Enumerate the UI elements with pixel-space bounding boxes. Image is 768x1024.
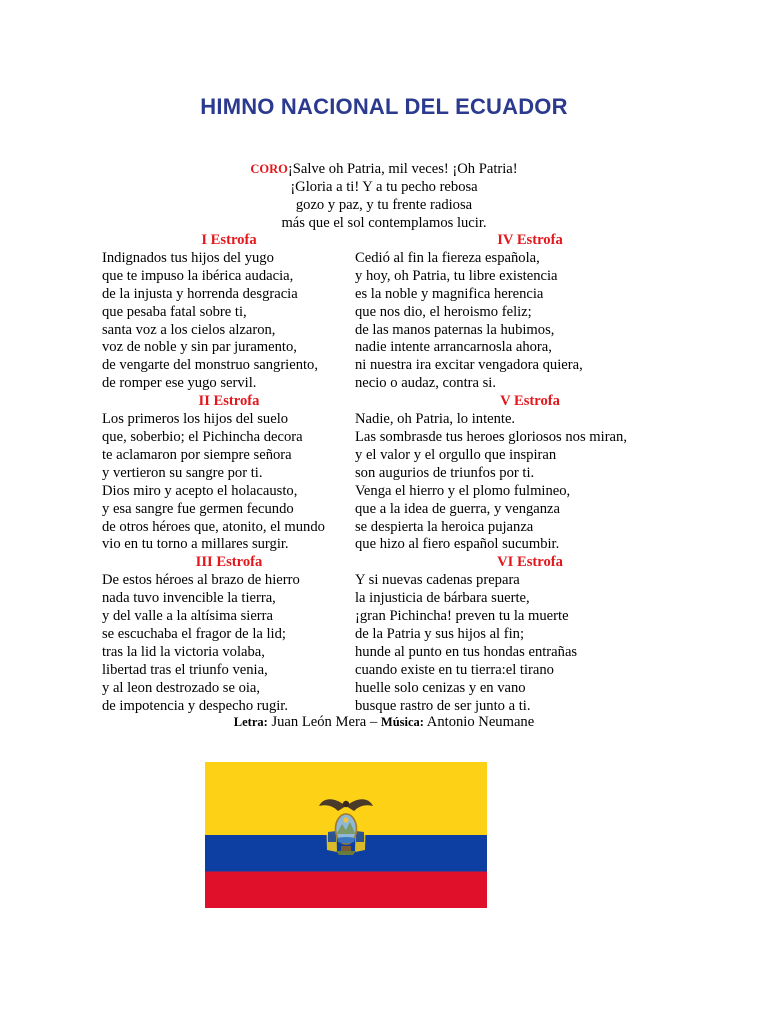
stanza-title: II Estrofa (198, 393, 260, 410)
verse: Venga el hierro y el plomo fulmineo, (355, 482, 571, 499)
verse: que hizo al fiero español sucumbir. (355, 536, 560, 553)
flag-red-band (205, 872, 487, 909)
stanza-title: III Estrofa (195, 554, 263, 571)
verse: vio en tu torno a millares surgir. (102, 536, 289, 553)
stanza-title: I Estrofa (201, 232, 257, 248)
lyrics-label: Letra: (233, 715, 268, 729)
verse: de otros héroes que, atonito, el mundo (102, 518, 325, 535)
verse: la injusticia de bárbara suerte, (355, 590, 530, 607)
verse: y hoy, oh Patria, tu libre existencia (355, 267, 558, 284)
verse: te aclamaron por siempre señora (102, 446, 292, 463)
verse: necio o audaz, contra si. (355, 375, 497, 392)
chorus-verse: gozo y paz, y tu frente radiosa (295, 196, 473, 213)
chorus (0, 161, 768, 233)
stanza-title: V Estrofa (500, 393, 560, 410)
verse: Indignados tus hijos del yugo (102, 249, 274, 266)
verse: de las manos paternas la hubimos, (355, 321, 555, 338)
chorus-verse: ¡Salve oh Patria, mil veces! ¡Oh Patria! (287, 161, 518, 177)
verse: que pesaba fatal sobre ti, (102, 303, 247, 320)
verse: tras la lid la victoria volaba, (102, 643, 265, 660)
verse: Las sombrasde tus heroes gloriosos nos miran, (355, 428, 627, 445)
verse: Y si nuevas cadenas prepara (355, 572, 520, 589)
verse: es la noble y magnifica herencia (355, 285, 544, 302)
music-label: Música: (380, 715, 424, 729)
verse: huelle solo cenizas y en vano (355, 679, 526, 696)
verse: cuando existe en tu tierra:el tirano (355, 661, 554, 678)
right-column (355, 232, 655, 715)
chorus-label: CORO (250, 162, 288, 176)
verse: de romper ese yugo servil. (102, 375, 257, 392)
stanza-title: IV Estrofa (497, 232, 563, 248)
verse: de impotencia y despecho rugir. (102, 697, 289, 714)
credits (0, 714, 768, 731)
verse: y del valle a la altísima sierra (102, 608, 273, 625)
verse: que a la idea de guerra, y venganza (355, 500, 561, 517)
verse: que nos dio, el heroismo feliz; (355, 303, 532, 320)
music-author: Antonio Neumane (426, 714, 535, 730)
verse: y el valor y el orgullo que inspiran (355, 446, 557, 463)
chorus-verse: ¡Gloria a ti! Y a tu pecho rebosa (290, 178, 478, 195)
chorus-line (0, 161, 768, 179)
verse: ni nuestra ira excitar vengadora quiera, (355, 357, 583, 374)
verse: que, soberbio; el Pichincha decora (102, 428, 303, 445)
lyrics-author: Juan León Mera (271, 714, 367, 730)
verse: y esa sangre fue germen fecundo (102, 500, 294, 517)
verse: de la Patria y sus hijos al fin; (355, 625, 525, 642)
verse: nadie intente arrancarnosla ahora, (355, 339, 552, 356)
verse: y vertieron su sangre por ti. (102, 464, 263, 481)
verse: Nadie, oh Patria, lo intente. (355, 411, 516, 428)
verse: Los primeros los hijos del suelo (102, 411, 289, 428)
verse: son augurios de triunfos por ti. (355, 464, 535, 481)
verse: busque rastro de ser junto a ti. (355, 697, 531, 714)
verse: De estos héroes al brazo de hierro (102, 572, 300, 589)
verse: de vengarte del monstruo sangriento, (102, 357, 319, 374)
verse: nada tuvo invencible la tierra, (102, 590, 276, 607)
verse: de la injusta y horrenda desgracia (102, 285, 298, 302)
verse: ¡gran Pichincha! preven tu la muerte (355, 608, 569, 625)
left-column (102, 232, 356, 715)
stanza-title: VI Estrofa (497, 554, 563, 571)
ecuador-flag-icon (205, 762, 487, 908)
credits-separator: – (369, 714, 378, 730)
verse: se escuchaba el fragor de la lid; (102, 625, 286, 642)
verse: y al leon destrozado se oia, (102, 679, 261, 696)
verse: Dios miro y acepto el holacausto, (102, 482, 298, 499)
verse: voz de noble y sin par juramento, (102, 339, 297, 356)
page-title: HIMNO NACIONAL DEL ECUADOR (200, 94, 568, 119)
verse: santa voz a los cielos alzaron, (102, 321, 276, 338)
verse: libertad tras el triunfo venia, (102, 661, 268, 678)
verse: hunde al punto en tus hondas entrañas (355, 643, 578, 660)
chorus-verse: más que el sol contemplamos lucir. (281, 214, 487, 231)
verse: Cedió al fin la fiereza española, (355, 249, 540, 266)
verse: se despierta la heroica pujanza (355, 518, 534, 535)
verse: que te impuso la ibérica audacia, (102, 267, 294, 284)
